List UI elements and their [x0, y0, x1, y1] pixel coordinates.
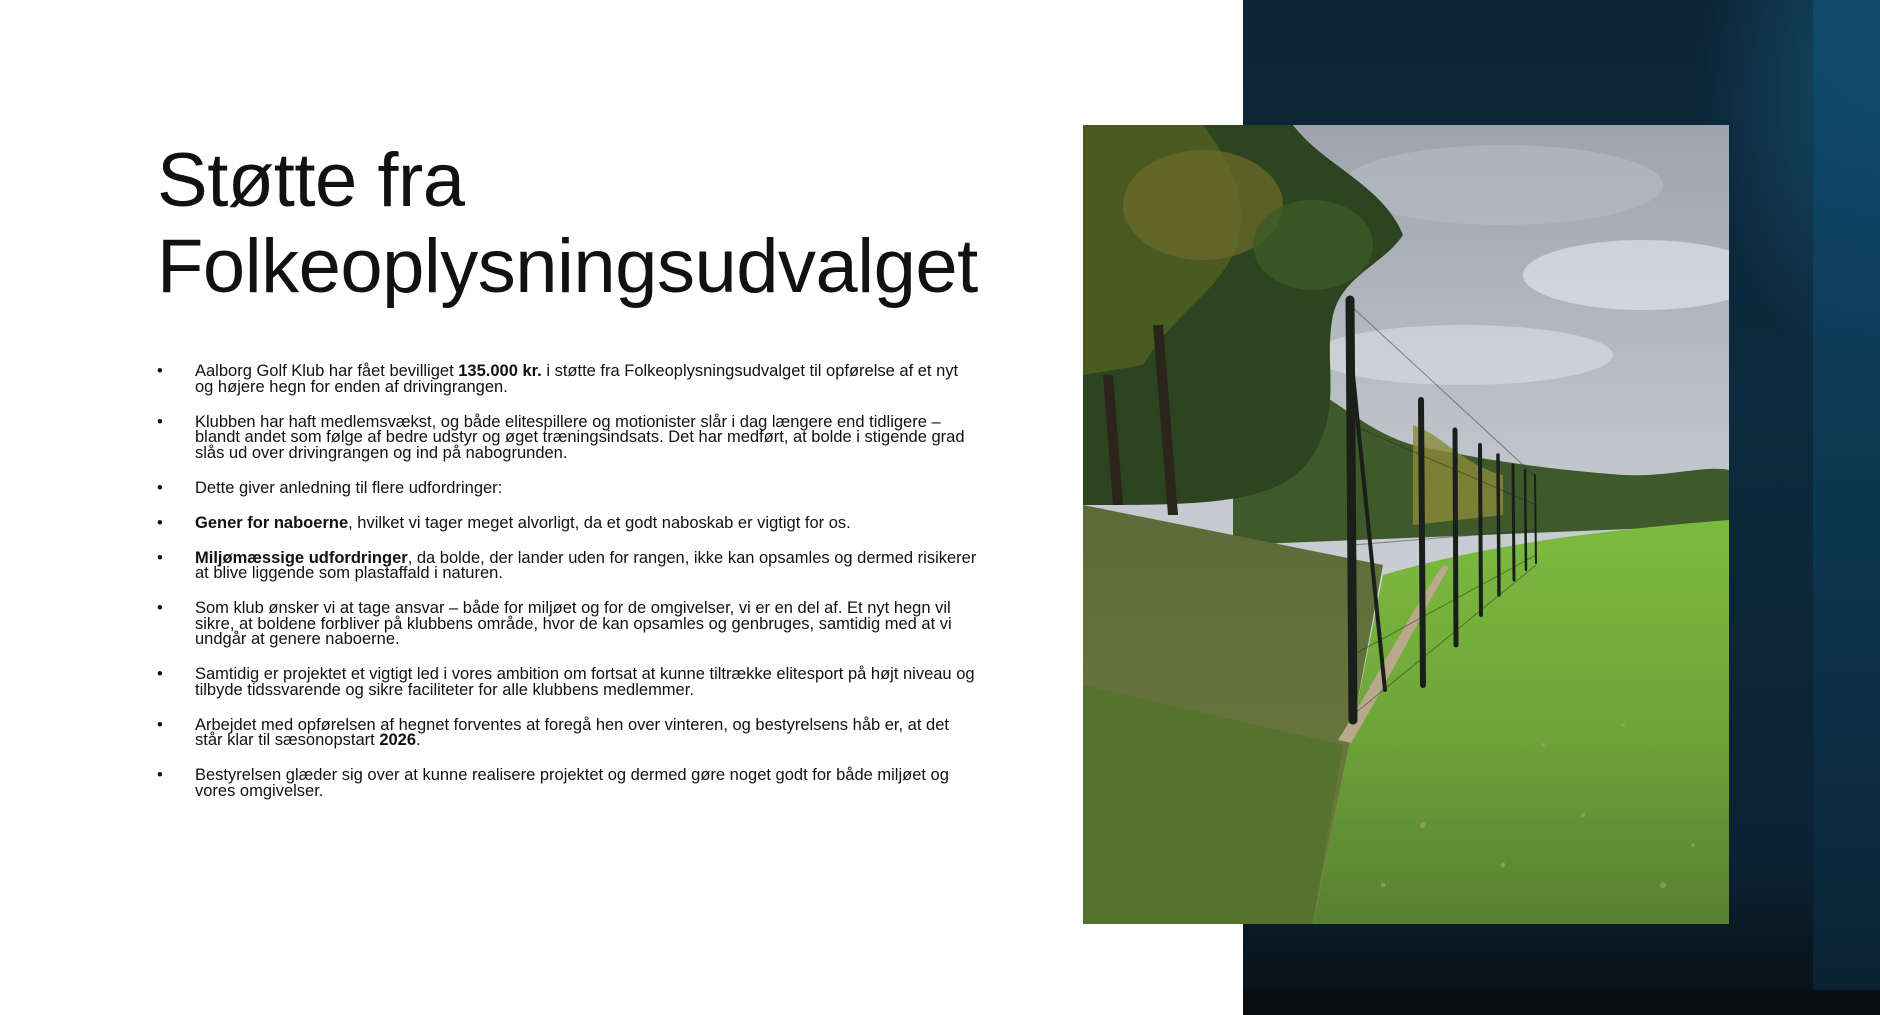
bullet-icon: •	[157, 513, 163, 532]
bullet-text: , hvilket vi tager meget alvorligt, da et godt naboskab er vigtigt for os.	[348, 513, 851, 532]
bullet-text: .	[416, 731, 421, 749]
bullet-icon: •	[157, 548, 163, 567]
title-line-1: Støtte fra	[157, 138, 465, 223]
slide-title	[157, 138, 1017, 310]
bullet-icon: •	[157, 766, 163, 784]
driving-range-fence-photo	[1083, 125, 1729, 924]
bullet-icon: •	[157, 362, 163, 380]
bullet-emphasis: 2026	[379, 731, 417, 749]
bullet-list	[157, 364, 977, 799]
title-line-2: Folkeoplysningsudvalget	[157, 224, 978, 309]
bullet-item	[157, 412, 977, 462]
bullet-list-container	[157, 364, 977, 819]
bullet-item	[157, 364, 977, 395]
bullet-icon: •	[157, 665, 163, 683]
bullet-item	[157, 601, 977, 648]
bullet-text: , da bolde, der lander uden for rangen, ikke kan opsamles og dermed risikerer at blive liggende som plastaffald i naturen.	[195, 548, 977, 582]
bullet-text: Samtidig er projektet et vigtigt led i vores ambition om fortsat at kunne tiltrække elitesport på højt niveau og tilbyde tidssvarende og sikre faciliteter for alle klubbens medlemmer.	[195, 665, 975, 699]
panel-bottom-band	[1243, 990, 1880, 1015]
bullet-item	[157, 667, 977, 698]
bullet-icon: •	[157, 478, 163, 497]
bullet-text: Dette giver anledning til flere udfordringer:	[195, 478, 503, 497]
bullet-text: Som klub ønsker vi at tage ansvar – både for miljøet og for de omgivelser, vi er en del af. Et nyt hegn vil sikre, at boldene forbliver på klubbens område, hvor de kan opsamles og genbruges, samtidig med at vi undgår at genere naboerne.	[195, 599, 952, 648]
bullet-text: i støtte fra Folkeoplysningsudvalget til opførelse af et nyt og højere hegn for enden af drivingrangen.	[195, 362, 959, 396]
bullet-icon: •	[157, 599, 163, 617]
bullet-emphasis: Miljømæssige udfordringer	[195, 548, 408, 567]
bullet-text: Aalborg Golf Klub har fået bevilliget	[195, 362, 459, 380]
panel-accent-stripe	[1813, 0, 1880, 1015]
bullet-text: Klubben har haft medlemsvækst, og både elitespillere og motionister slår i dag længere end tidligere – blandt andet som følge af bedre udstyr og øget træningsindsats. Det har medført, at bolde i stigende grad slås ud over drivingrangen og ind på nabogrunden.	[195, 412, 965, 462]
bullet-emphasis: Gener for naboerne	[195, 513, 349, 532]
bullet-item	[157, 548, 977, 582]
bullet-text: Bestyrelsen glæder sig over at kunne realisere projektet og dermed gøre noget godt for både miljøet og vores omgivelser.	[195, 766, 949, 800]
bullet-text: Arbejdet med opførelsen af hegnet forventes at foregå hen over vinteren, og bestyrelsens håb er, at det står klar til sæsonopstart	[195, 715, 949, 749]
bullet-item	[157, 513, 977, 532]
bullet-item	[157, 768, 977, 799]
bullet-icon: •	[157, 715, 163, 734]
bullet-item	[157, 715, 977, 749]
bullet-item	[157, 478, 977, 497]
bullet-emphasis: 135.000 kr.	[458, 362, 542, 380]
bullet-icon: •	[157, 412, 163, 431]
